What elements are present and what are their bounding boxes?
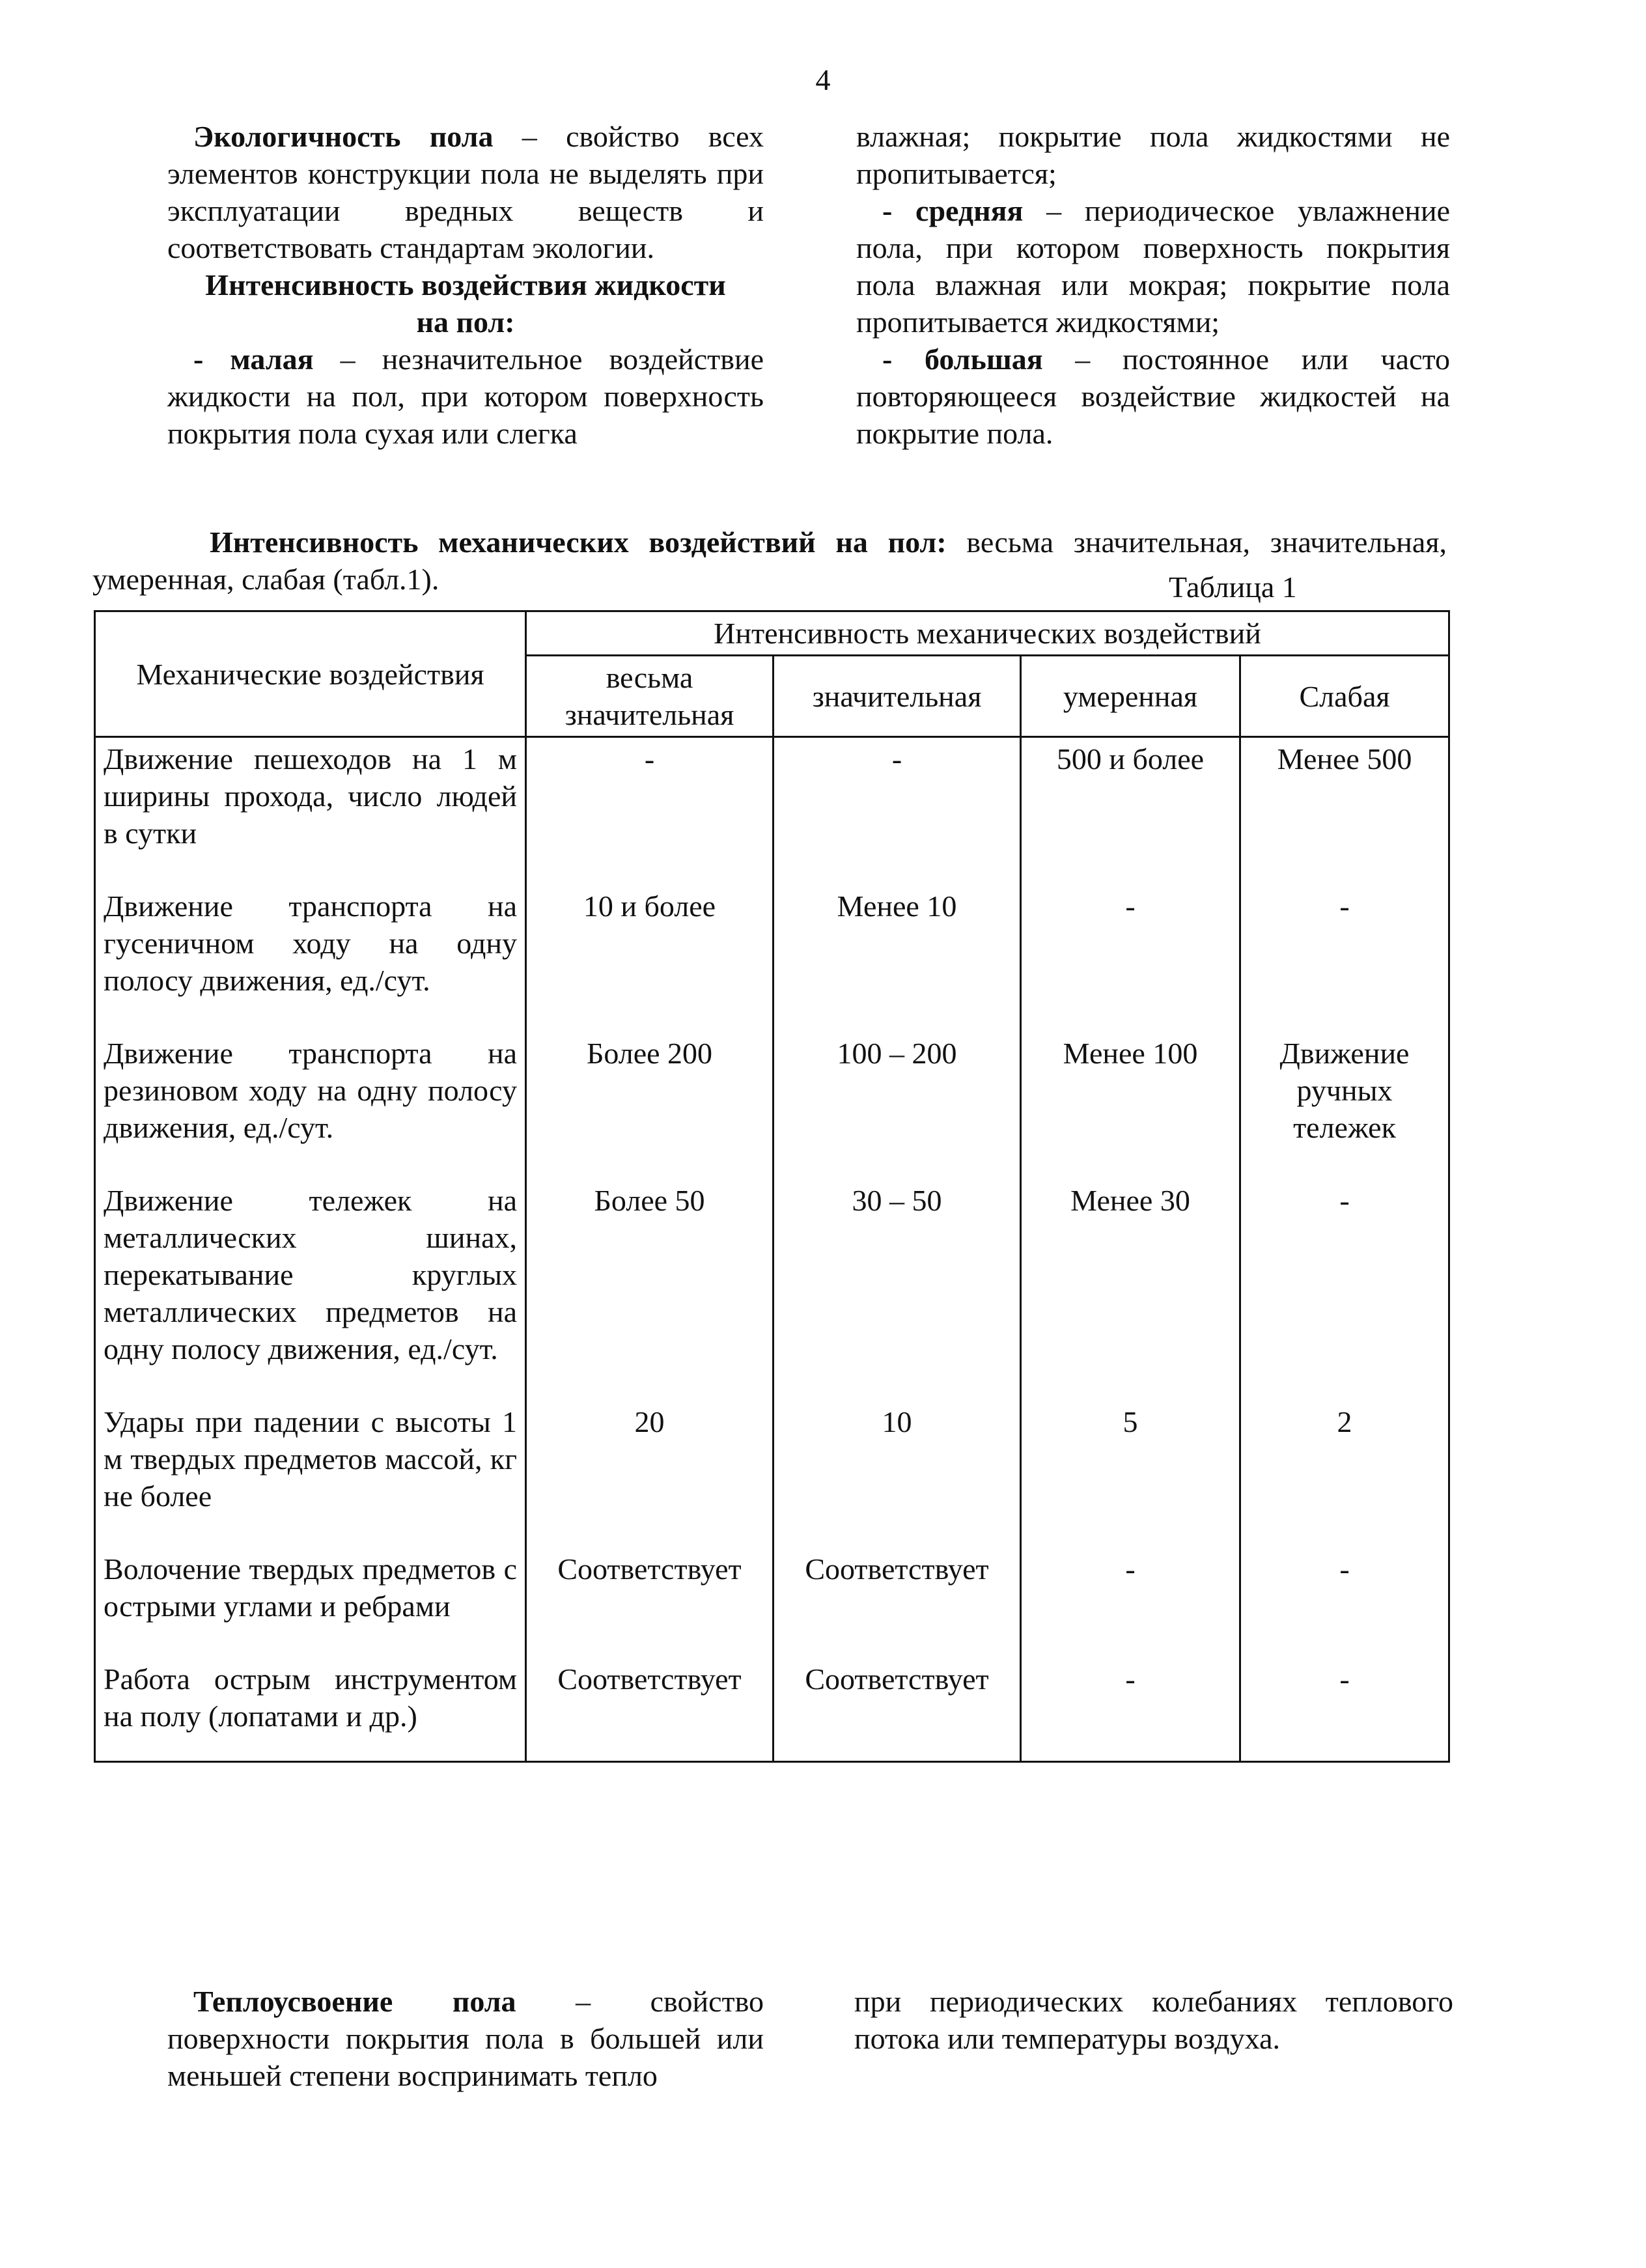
bottom-left-column xyxy=(167,1983,764,2094)
table-caption: Таблица 1 xyxy=(1169,570,1297,604)
table-cell: - xyxy=(1240,1179,1449,1401)
table-row xyxy=(95,737,1449,886)
table-cell: 30 – 50 xyxy=(774,1179,1021,1401)
heat-absorption-cont: при периодических колебаниях теплового потока или температуры воздуха. xyxy=(854,1985,1453,2055)
table-cell: Соответствует xyxy=(774,1658,1021,1762)
table-row xyxy=(95,885,1449,1032)
table-cell: 100 – 200 xyxy=(774,1032,1021,1179)
liquid-heading: Интенсивность воздействия жидкости на пол: xyxy=(205,268,726,339)
table-cell: 2 xyxy=(1240,1401,1449,1548)
heat-absorption-term: Теплоусвоение пола xyxy=(193,1985,516,2018)
table-cell: Соответствует xyxy=(774,1548,1021,1658)
table-cell: 500 и более xyxy=(1021,737,1240,886)
group-header: Интенсивность механических воздействий xyxy=(526,611,1449,656)
table-cell: - xyxy=(1240,885,1449,1032)
table-cell: - xyxy=(1021,1548,1240,1658)
table-cell: - xyxy=(526,737,774,886)
table-cell: 20 xyxy=(526,1401,774,1548)
table-cell: Менее 10 xyxy=(774,885,1021,1032)
column-header: значительная xyxy=(774,656,1021,737)
liquid-item-small: - малая – незначительное воздействие жидкости на пол, при котором поверхность покрытия пола сухая или слегка xyxy=(167,343,764,450)
top-right-column xyxy=(856,118,1450,452)
row-label: Движение пешеходов на 1 м ширины прохода, число людей в сутки xyxy=(95,737,526,886)
table-cell: Менее 30 xyxy=(1021,1179,1240,1401)
liquid-item-small-cont: влажная; покрытие пола жидкостями не пропитывается; xyxy=(856,120,1450,190)
table-cell: Более 50 xyxy=(526,1179,774,1401)
table-cell: Движение ручных тележек xyxy=(1240,1032,1449,1179)
row-label: Движение транспорта на гусеничном ходу на одну полосу движения, ед./сут. xyxy=(95,885,526,1032)
ecology-paragraph xyxy=(167,118,764,266)
row-label: Движение тележек на металлических шинах, перекатывание круглых металлических предметов на одну полосу движения, ед./сут. xyxy=(95,1179,526,1401)
table-cell: - xyxy=(1240,1658,1449,1762)
table-cell: - xyxy=(774,737,1021,886)
row-label: Волочение твердых предметов с острыми углами и ребрами xyxy=(95,1548,526,1658)
table-cell: 10 и более xyxy=(526,885,774,1032)
mechanical-impacts-table xyxy=(94,610,1450,1763)
mechanical-term: Интенсивность механических воздействий на пол: xyxy=(210,525,947,559)
table-cell: 10 xyxy=(774,1401,1021,1548)
top-left-column xyxy=(167,118,764,452)
table-row xyxy=(95,1658,1449,1762)
mechanical-intro: Интенсивность механических воздействий на пол: весьма значительная, значительная, умеренная, слабая (табл.1). xyxy=(92,525,1447,596)
column-header: весьма значительная xyxy=(526,656,774,737)
table-row xyxy=(95,1179,1449,1401)
table-cell: Соответствует xyxy=(526,1548,774,1658)
column-header: умеренная xyxy=(1021,656,1240,737)
row-header: Механические воздействия xyxy=(95,611,526,737)
bottom-right-column xyxy=(854,1983,1453,2057)
liquid-item-medium: - средняя – периодическое увлажнение пола, при котором поверхность покрытия пола влажная или мокрая; покрытие пола пропитывается жидкостями; xyxy=(856,194,1450,339)
heat-absorption-paragraph: Теплоусвоение пола – свойство поверхности покрытия пола в большей или меньшей степени воспринимать тепло xyxy=(167,1985,764,2092)
ecology-text: – свойство всех элементов конструкции пола не выделять при эксплуатации вредных веществ и соответствовать стандартам экологии. xyxy=(167,120,764,264)
table-cell: - xyxy=(1021,1658,1240,1762)
table-cell: Менее 100 xyxy=(1021,1032,1240,1179)
row-label: Движение транспорта на резиновом ходу на одну полосу движения, ед./сут. xyxy=(95,1032,526,1179)
page-number: 4 xyxy=(815,63,831,96)
table-cell: 5 xyxy=(1021,1401,1240,1548)
table-cell: Более 200 xyxy=(526,1032,774,1179)
row-label: Работа острым инструментом на полу (лопатами и др.) xyxy=(95,1658,526,1762)
table-cell: Соответствует xyxy=(526,1658,774,1762)
column-header: Слабая xyxy=(1240,656,1449,737)
table-row xyxy=(95,1032,1449,1179)
table-cell: - xyxy=(1021,885,1240,1032)
table-cell: - xyxy=(1240,1548,1449,1658)
table-row xyxy=(95,1401,1449,1548)
ecology-term: Экологичность пола xyxy=(193,120,494,153)
table-row xyxy=(95,1548,1449,1658)
liquid-item-large: - большая – постоянное или часто повторяющееся воздействие жидкостей на покрытие пола. xyxy=(856,343,1450,450)
table-cell: Менее 500 xyxy=(1240,737,1449,886)
row-label: Удары при падении с высоты 1 м твердых предметов массой, кг не более xyxy=(95,1401,526,1548)
